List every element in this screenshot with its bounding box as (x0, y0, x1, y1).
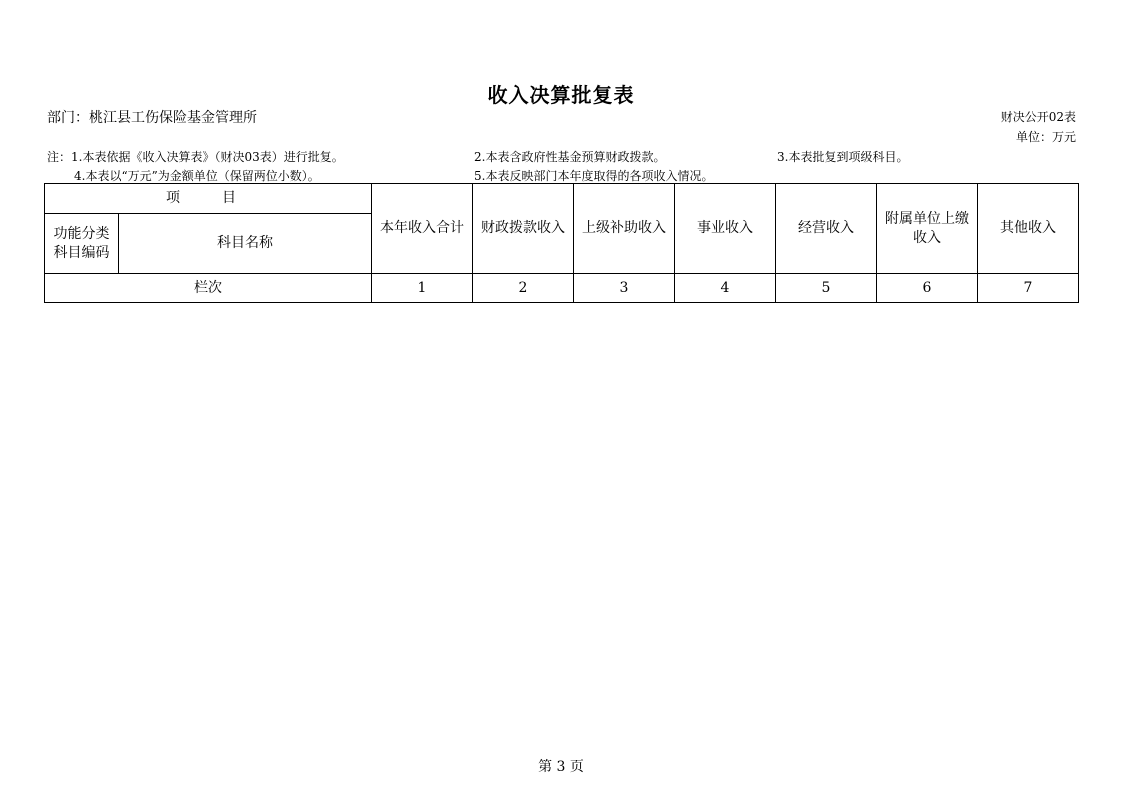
column-header-fiscal-appropriation: 财政拨款收入 (473, 184, 574, 274)
column-number: 3 (574, 274, 675, 303)
column-header-superior-subsidy: 上级补助收入 (574, 184, 675, 274)
column-number: 5 (776, 274, 877, 303)
column-header-operating-income: 经营收入 (776, 184, 877, 274)
code-header: 功能分类 科目编码 (45, 214, 119, 274)
column-number: 7 (978, 274, 1079, 303)
unit-label: 单位：万元 (1015, 130, 1076, 144)
column-header-other-income: 其他收入 (978, 184, 1079, 274)
column-number: 1 (372, 274, 473, 303)
table-row (45, 274, 1079, 303)
column-number: 6 (877, 274, 978, 303)
column-number: 4 (675, 274, 776, 303)
page-number: 第 3 页 (538, 759, 584, 775)
department-label: 部门：桃江县工伤保险基金管理所 (47, 110, 257, 126)
note-2: 2.本表含政府性基金预算财政拨款。 (474, 150, 666, 164)
note-3: 3.本表批复到项级科目。 (777, 150, 909, 164)
item-header: 项 目 (45, 184, 372, 214)
income-approval-table (44, 183, 1079, 303)
column-header-total-income: 本年收入合计 (372, 184, 473, 274)
row-label: 栏次 (45, 274, 372, 303)
page-title: 收入决算批复表 (487, 83, 635, 107)
note-4: 4.本表以“万元”为金额单位（保留两位小数）。 (74, 169, 320, 183)
column-header-business-income: 事业收入 (675, 184, 776, 274)
name-header: 科目名称 (119, 214, 372, 274)
column-number: 2 (473, 274, 574, 303)
note-1: 注：1.本表依据《收入决算表》（财决03表）进行批复。 (47, 150, 344, 164)
note-5: 5.本表反映部门本年度取得的各项收入情况。 (474, 169, 714, 183)
form-code: 财决公开02表 (1000, 110, 1076, 124)
column-header-affiliate-remittance: 附属单位上缴 收入 (877, 184, 978, 274)
